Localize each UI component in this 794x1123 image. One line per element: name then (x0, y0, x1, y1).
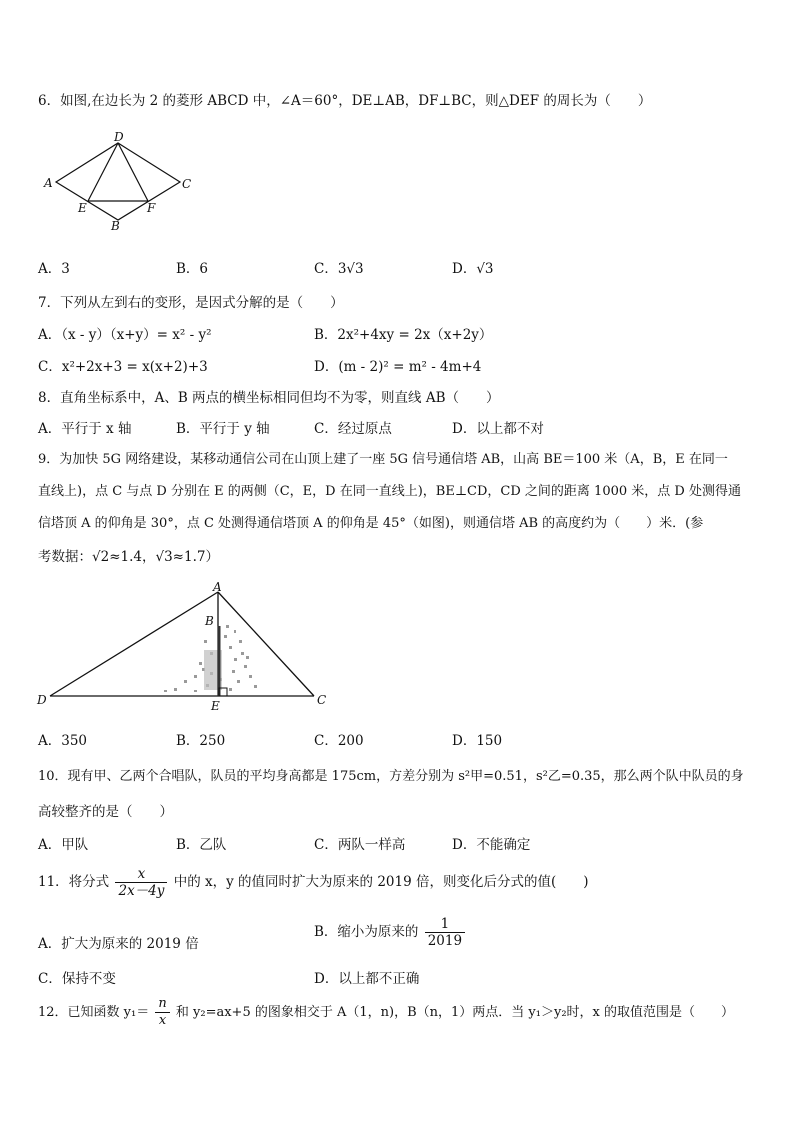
q11-fraction (115, 866, 167, 899)
q9-option-d[interactable]: D．150 (452, 733, 503, 749)
q11-option-c[interactable]: C．保持不变 (38, 971, 116, 987)
label-d: D (37, 693, 47, 707)
q8-option-a[interactable]: A．平行于 x 轴 (38, 421, 132, 437)
q6-option-c[interactable]: C．3√3 (314, 261, 364, 277)
segment-de (88, 143, 118, 201)
q8-option-b[interactable]: B．平行于 y 轴 (176, 421, 270, 437)
q12-fraction (155, 996, 169, 1029)
q11-stem-post: 中的 x，y 的值同时扩大为原来的 2019 倍，则变化后分式的值( ) (173, 874, 589, 890)
label-e: E (78, 201, 87, 215)
q6-rhombus-figure (38, 128, 208, 233)
q11-option-b[interactable] (314, 916, 467, 949)
q11-option-b-text: B．缩小为原来的 (314, 924, 419, 940)
q7-option-b[interactable]: B．2x²+4xy = 2x（x+2y） (314, 327, 493, 343)
label-a: A (213, 580, 222, 594)
q7-option-d[interactable]: D．(m - 2)² = m² - 4m+4 (314, 359, 482, 375)
q11-option-b-fraction (425, 916, 465, 949)
label-c: C (182, 177, 192, 191)
q12-stem-post: 和 y₂=ax+5 的图象相交于 A（1，n)，B（n，1）两点．当 y₁＞y₂时，x 的取值范围是（ ） (175, 1005, 734, 1020)
q6-option-b[interactable]: B．6 (176, 261, 209, 277)
label-e: E (211, 699, 220, 712)
label-c: C (317, 693, 327, 707)
q8-option-c[interactable]: C．经过原点 (314, 421, 392, 437)
q11-option-a[interactable]: A．扩大为原来的 2019 倍 (38, 936, 199, 952)
q7-stem: 7．下列从左到右的变形，是因式分解的是（ ） (38, 295, 344, 311)
q8-stem: 8．直角坐标系中，A、B 两点的横坐标相同但均不为零，则直线 AB（ ） (38, 390, 500, 406)
label-f: F (147, 201, 156, 215)
q10-line-1: 10．现有甲、乙两个合唱队，队员的平均身高都是 175cm，方差分别为 s²甲=0.51，s²乙=0.35，那么两个队中队员的身 (38, 769, 744, 784)
q12-stem (38, 996, 734, 1029)
q11-fraction-denominator: 2x－4y (118, 883, 165, 899)
q11-stem-pre: 11．将分式 (38, 874, 110, 890)
rhombus-abcd (56, 143, 180, 220)
q7-option-a[interactable]: A．（x - y）（x+y）= x² - y² (38, 327, 212, 343)
q10-line-2: 高较整齐的是（ ） (38, 804, 173, 820)
q11-option-d[interactable]: D．以上都不正确 (314, 971, 420, 987)
q7-option-c[interactable]: C．x²+2x+3 = x(x+2)+3 (38, 359, 208, 375)
q6-option-a[interactable]: A．3 (38, 261, 70, 277)
segment-ac (218, 592, 314, 696)
label-b: B (205, 614, 214, 628)
q9-line-4: 考数据：√2≈1.4，√3≈1.7） (38, 549, 219, 565)
q10-option-c[interactable]: C．两队一样高 (314, 837, 406, 853)
q9-option-b[interactable]: B．250 (176, 733, 226, 749)
segment-df (118, 143, 148, 201)
q9-option-a[interactable]: A．350 (38, 733, 88, 749)
label-d: D (114, 130, 124, 144)
q11-option-b-numerator: 1 (425, 916, 465, 933)
q6-stem: 6．如图,在边长为 2 的菱形 ABCD 中，∠A＝60°，DE⊥AB，DF⊥BC，则△DEF 的周长为（ ） (38, 93, 652, 109)
q9-option-c[interactable]: C．200 (314, 733, 364, 749)
q12-fraction-numerator: n (155, 996, 169, 1013)
q10-option-d[interactable]: D．不能确定 (452, 837, 531, 853)
q12-stem-pre: 12．已知函数 y₁＝ (38, 1005, 150, 1020)
q11-option-b-denominator: 2019 (427, 933, 463, 949)
q9-line-1: 9．为加快 5G 网络建设，某移动通信公司在山顶上建了一座 5G 信号通信塔 AB，山高 BE＝100 米（A，B，E 在同一 (38, 452, 728, 467)
q9-tower-figure (34, 580, 334, 712)
label-b: B (111, 219, 120, 233)
q8-option-d[interactable]: D．以上都不对 (452, 421, 544, 437)
q10-option-a[interactable]: A．甲队 (38, 837, 89, 853)
label-a: A (44, 176, 53, 190)
q10-option-b[interactable]: B．乙队 (176, 837, 227, 853)
q9-line-2: 直线上)，点 C 与点 D 分别在 E 的两侧（C，E，D 在同一直线上)，BE⊥CD，CD 之间的距离 1000 米，点 D 处测得通 (38, 484, 741, 499)
q9-line-3: 信塔顶 A 的仰角是 30°，点 C 处测得通信塔顶 A 的仰角是 45°（如图)，则通信塔 AB 的高度约为（ ）米．(参 (38, 516, 704, 531)
segment-ad (50, 592, 218, 696)
q12-fraction-denominator: x (158, 1013, 167, 1028)
q11-fraction-numerator: x (115, 866, 167, 883)
q11-stem (38, 866, 589, 899)
q6-option-d[interactable]: D．√3 (452, 261, 494, 277)
